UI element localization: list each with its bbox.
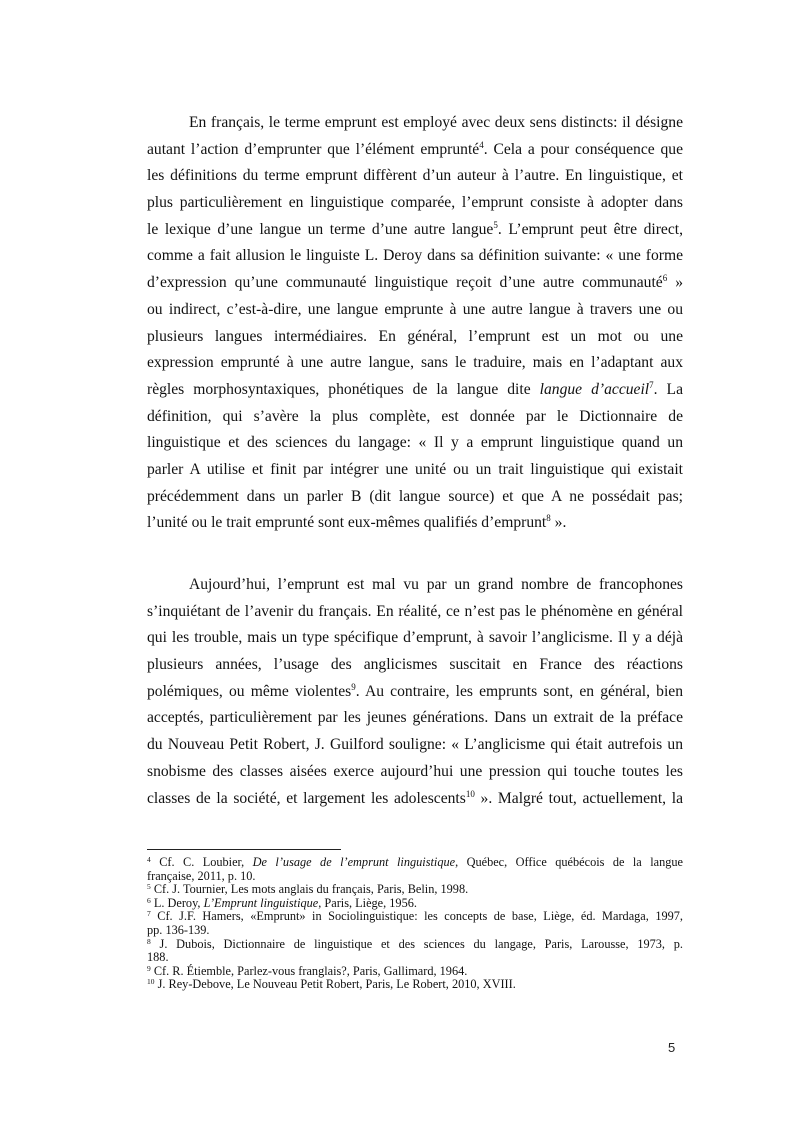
text-segment: du Nouveau Petit Robert, J. Guilford souligne: « L’anglicisme qui était autrefois un bbox=[147, 736, 683, 754]
text-segment: ou indirect, c’est-à-dire, une langue emprunte à une autre langue à travers une ou bbox=[147, 300, 683, 318]
footnote-line bbox=[147, 910, 683, 924]
footnote-ref: 6 bbox=[662, 273, 668, 284]
text-line bbox=[147, 297, 683, 324]
footnote-number: 10 bbox=[147, 977, 155, 987]
footnote-number: 9 bbox=[147, 963, 151, 973]
text-segment: s’inquiétant de l’avenir du français. En réalité, ce n’est pas le phénomène en général bbox=[147, 602, 683, 620]
paragraph-emprunt-definition bbox=[147, 110, 683, 537]
text-segment: En français, le terme emprunt est employé avec deux sens distincts: il désigne bbox=[189, 114, 683, 131]
footnote-line bbox=[147, 965, 683, 979]
italic-term: langue d’accueil bbox=[539, 380, 650, 398]
text-line bbox=[147, 652, 683, 679]
text-line bbox=[147, 484, 683, 511]
text-line bbox=[147, 705, 683, 732]
footnote-separator bbox=[147, 849, 341, 850]
footnote-ref: 8 bbox=[546, 513, 551, 524]
footnote-ref: 5 bbox=[493, 219, 498, 230]
footnote-text: Cf. R. Étiemble, Parlez-vous franglais?, Paris, Gallimard, 1964. bbox=[153, 963, 468, 978]
footnote-number: 7 bbox=[147, 909, 151, 919]
footnote-title: L’Emprunt linguistique bbox=[203, 895, 319, 910]
text-segment: règles morphosyntaxiques, phonétiques de la langue dite bbox=[147, 380, 540, 398]
footnote-number: 8 bbox=[147, 936, 151, 946]
text-segment: précédemment dans un parler B (dit langue source) et que A ne possédait pas; bbox=[147, 487, 683, 505]
text-segment: . La bbox=[653, 380, 683, 398]
footnote-ref: 4 bbox=[479, 139, 484, 150]
text-segment: plus particulièrement en linguistique comparée, l’emprunt consiste à adopter dans bbox=[147, 194, 683, 212]
text-line bbox=[147, 137, 683, 164]
text-line bbox=[147, 110, 683, 137]
footnote-text: , Québec, Office québécois de la langue bbox=[455, 855, 683, 869]
footnote-text: Cf. C. Loubier, bbox=[159, 855, 253, 869]
text-segment: comme a fait allusion le linguiste L. Deroy dans sa définition suivante: « une forme bbox=[147, 247, 683, 265]
footnote-line bbox=[147, 870, 683, 884]
footnote-line bbox=[147, 951, 683, 965]
text-segment: . Cela a pour conséquence que bbox=[483, 140, 683, 158]
text-line bbox=[147, 457, 683, 484]
footnote-text: pp. 136-139. bbox=[147, 922, 210, 937]
text-segment: qui les trouble, mais un type spécifique d’emprunt, à savoir l’anglicisme. Il y a déjà bbox=[147, 629, 683, 647]
text-line bbox=[147, 625, 683, 652]
text-line bbox=[147, 404, 683, 431]
text-segment: classes de la société, et largement les adolescents bbox=[147, 789, 466, 807]
text-segment: d’expression qu’une communauté linguistique reçoit d’une autre communauté bbox=[147, 274, 663, 292]
text-line bbox=[147, 217, 683, 244]
footnote-text: , Paris, Liège, 1956. bbox=[318, 895, 417, 910]
text-segment: parler A utilise et finit par intégrer une unité ou un trait linguistique qui existait bbox=[147, 460, 683, 478]
text-segment: expression emprunté à une autre langue, sans le traduire, mais en l’adaptant aux bbox=[147, 354, 683, 372]
footnote-line bbox=[147, 897, 683, 911]
text-line bbox=[147, 324, 683, 351]
footnote-ref: 7 bbox=[649, 379, 654, 390]
text-line bbox=[147, 270, 683, 297]
text-segment: ». bbox=[550, 514, 567, 532]
text-segment: Aujourd’hui, l’emprunt est mal vu par un grand nombre de francophones bbox=[189, 576, 683, 593]
text-segment: ». Malgré tout, actuellement, la bbox=[474, 789, 684, 807]
footnote-text: Cf. J.F. Hamers, «Emprunt» in Sociolinguistique: les concepts de base, Liège, éd. Mardaga, 1997, bbox=[157, 909, 683, 924]
text-segment: le lexique d’une langue un terme d’une autre langue bbox=[147, 220, 494, 238]
text-line bbox=[147, 163, 683, 190]
footnote-text: française, 2011, p. 10. bbox=[147, 868, 256, 883]
text-segment: linguistique et des sciences du langage: « Il y a emprunt linguistique quand un bbox=[147, 434, 683, 452]
text-line bbox=[147, 243, 683, 270]
text-segment: plusieurs langues intermédiaires. En général, l’emprunt est un mot ou une bbox=[147, 327, 683, 345]
footnote-text: L. Deroy, bbox=[153, 895, 204, 910]
text-line bbox=[147, 190, 683, 217]
text-line bbox=[147, 759, 683, 786]
footnote-title: De l’usage de l’emprunt linguistique bbox=[252, 855, 456, 869]
footnote-number: 5 bbox=[147, 882, 151, 892]
text-line bbox=[147, 377, 683, 404]
footnote-line bbox=[147, 883, 683, 897]
footnote-number: 4 bbox=[147, 855, 151, 864]
footnote-text: Cf. J. Tournier, Les mots anglais du français, Paris, Belin, 1998. bbox=[153, 882, 469, 897]
text-segment: définition, qui s’avère la plus complète, est donnée par le Dictionnaire de bbox=[147, 407, 683, 425]
page-number: 5 bbox=[668, 1040, 676, 1055]
text-line bbox=[147, 786, 683, 813]
text-line bbox=[147, 572, 683, 599]
text-line bbox=[147, 679, 683, 706]
text-line bbox=[147, 350, 683, 377]
footnote-text: J. Dubois, Dictionnaire de linguistique et des sciences du langage, Paris, Larousse, 1973, p. bbox=[159, 936, 683, 951]
footnote-ref: 10 bbox=[465, 788, 475, 799]
text-segment: acceptés, particulièrement par les jeunes générations. Dans un extrait de la préface bbox=[147, 709, 683, 727]
footnotes bbox=[147, 856, 683, 992]
footnote-line bbox=[147, 978, 683, 992]
text-line bbox=[147, 599, 683, 626]
footnote-line bbox=[147, 856, 683, 870]
footnote-number: 6 bbox=[147, 895, 151, 905]
text-line bbox=[147, 510, 683, 537]
text-segment: . L’emprunt peut être direct, bbox=[497, 220, 683, 238]
text-segment: les définitions du terme emprunt diffèrent d’un auteur à l’autre. En linguistique, et bbox=[147, 167, 683, 185]
footnote-text: J. Rey-Debove, Le Nouveau Petit Robert, Paris, Le Robert, 2010, XVIII. bbox=[157, 977, 516, 992]
text-segment: snobisme des classes aisées exerce aujourd’hui une pression qui touche toutes les bbox=[147, 762, 683, 780]
text-segment: plusieurs années, l’usage des anglicismes suscitait en France des réactions bbox=[147, 656, 683, 674]
footnote-ref: 9 bbox=[351, 681, 356, 692]
text-segment: polémiques, ou même violentes bbox=[147, 682, 352, 700]
text-segment: » bbox=[667, 274, 683, 292]
footnote-text: 188. bbox=[147, 950, 169, 965]
footnote-line bbox=[147, 924, 683, 938]
footnote-line bbox=[147, 938, 683, 952]
text-segment: . Au contraire, les emprunts sont, en général, bien bbox=[355, 682, 684, 700]
paragraph-anglicisme bbox=[147, 572, 683, 812]
text-segment: autant l’action d’emprunter que l’élément emprunté bbox=[147, 140, 480, 158]
text-line bbox=[147, 732, 683, 759]
text-segment: l’unité ou le trait emprunté sont eux-mêmes qualifiés d’emprunt bbox=[147, 514, 547, 532]
text-line bbox=[147, 430, 683, 457]
